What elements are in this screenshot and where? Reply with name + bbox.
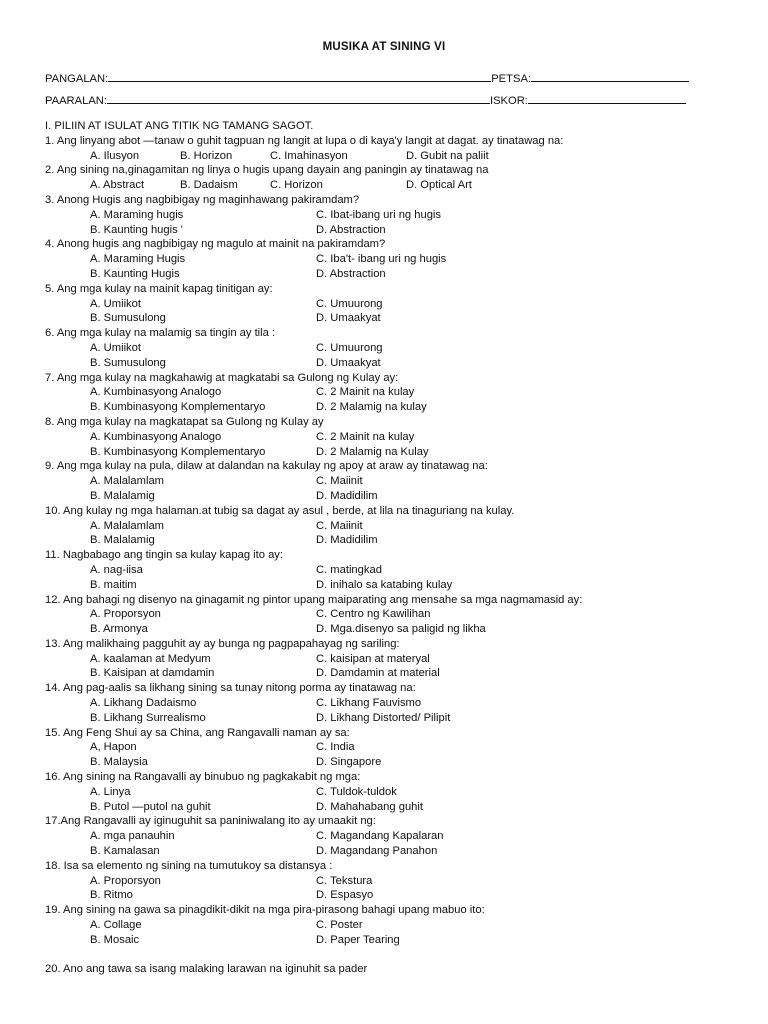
options-grid: [90, 652, 735, 682]
question-4: [45, 237, 735, 281]
answer-option: D. Espasyo: [316, 889, 374, 902]
question-9: [45, 459, 735, 503]
question-1: [45, 134, 735, 164]
answer-option: D. Abstraction: [316, 223, 386, 236]
question-13: [45, 637, 735, 681]
answer-option: C. kaisipan at materyal: [316, 652, 430, 665]
question-text: 16. Ang sining na Rangavalli ay binubuo ng pagkakabit ng mga:: [45, 771, 361, 784]
answer-option: A. Malalamlam: [90, 519, 164, 532]
options-grid: [90, 918, 735, 948]
options-grid: [90, 607, 735, 637]
options-grid: [90, 829, 735, 859]
answer-option: C. India: [316, 741, 355, 754]
answer-option: D. Abstraction: [316, 267, 386, 280]
question-17: [45, 814, 735, 858]
date-blank: [531, 70, 689, 82]
options-grid: [90, 696, 735, 726]
question-text: 15. Ang Feng Shui ay sa China, ang Rangavalli naman ay sa:: [45, 726, 350, 739]
question-text: 6. Ang mga kulay na malamig sa tingin ay tila :: [45, 327, 276, 340]
answer-option: B. maitim: [90, 578, 137, 591]
answer-option: B. Sumusulong: [90, 312, 166, 325]
answer-option: A. Kumbinasyong Analogo: [90, 386, 222, 399]
question-text: 10. Ang kulay ng mga halaman.at tubig sa dagat ay asul , berde, at lila na tinaguriang na kulay.: [45, 504, 515, 517]
answer-option: C. Centro ng Kawilihan: [316, 608, 431, 621]
answer-option: D. Mga.disenyo sa paligid ng likha: [316, 623, 486, 636]
school-blank: [107, 92, 490, 104]
answer-option: B. Kamalasan: [90, 845, 160, 858]
answer-option: D. Optical Art: [406, 179, 472, 192]
answer-option: B. Armonya: [90, 623, 148, 636]
options-grid: [90, 874, 735, 904]
answer-option: A. Kumbinasyong Analogo: [90, 430, 222, 443]
options-grid: [90, 385, 735, 415]
question-text: 2. Ang sining na,ginagamitan ng linya o hugis upang dayain ang paningin ay tinatawag na: [45, 164, 489, 177]
answer-option: C. Ibat-ibang uri ng hugis: [316, 208, 442, 221]
answer-option: C. Likhang Fauvismo: [316, 697, 422, 710]
answer-option: A. Umiikot: [90, 297, 141, 310]
answer-option: C. Imahinasyon: [270, 149, 348, 162]
page-title: MUSIKA AT SINING VI: [322, 41, 446, 53]
question-text: 14. Ang pag-aalis sa likhang sining sa tunay nitong porma ay tinatawag na:: [45, 682, 416, 695]
options-grid: [90, 252, 735, 282]
answer-option: C. Magandang Kapalaran: [316, 830, 444, 843]
question-text: 3. Anong Hugis ang nagbibigay ng maginhawang pakiramdam?: [45, 193, 360, 206]
answer-option: B. Malaysia: [90, 756, 148, 769]
answer-option: A, Hapon: [90, 741, 137, 754]
section-title: I. PILIIN AT ISULAT ANG TITIK NG TAMANG SAGOT.: [45, 120, 314, 132]
question-list: [45, 134, 735, 948]
answer-option: B. Malalamig: [90, 534, 155, 547]
question-text: 7. Ang mga kulay na magkahawig at magkatabi sa Gulong ng Kulay ay:: [45, 371, 399, 384]
question-12: [45, 593, 735, 637]
question-3: [45, 193, 735, 237]
answer-option: B. Ritmo: [90, 889, 133, 902]
question-text: 4. Anong hugis ang nagbibigay ng magulo at mainit na pakiramdam?: [45, 238, 386, 251]
question-15: [45, 726, 735, 770]
answer-option: D. Umaakyat: [316, 356, 381, 369]
answer-option: D. Madidilim: [316, 489, 378, 502]
options-grid: [90, 341, 735, 371]
school-score-row: [45, 92, 705, 109]
answer-option: D. Paper Tearing: [316, 933, 400, 946]
answer-option: D. Damdamin at material: [316, 667, 440, 680]
answer-option: B. Kaunting Hugis: [90, 267, 180, 280]
answer-option: C. Umuurong: [316, 297, 383, 310]
answer-option: D. Likhang Distorted/ Pilipit: [316, 711, 451, 724]
name-label: PANGALAN:: [45, 73, 109, 85]
questions-section: [45, 119, 735, 976]
answer-option: B. Kumbinasyong Komplementaryo: [90, 445, 266, 458]
answer-option: A. Maraming hugis: [90, 208, 184, 221]
options-grid: [90, 785, 735, 815]
answer-option: B. Sumusulong: [90, 356, 166, 369]
answer-option: D. Umaakyat: [316, 312, 381, 325]
answer-option: C. Umuurong: [316, 341, 383, 354]
answer-option: B. Malalamig: [90, 489, 155, 502]
options-grid: [90, 149, 735, 164]
options-grid: [90, 563, 735, 593]
score-blank: [528, 92, 686, 104]
score-label: ISKOR:: [489, 95, 528, 107]
answer-option: D. Magandang Panahon: [316, 845, 438, 858]
answer-option: D. Mahahabang guhit: [316, 800, 423, 813]
answer-option: C. matingkad: [316, 563, 382, 576]
question-text: 9. Ang mga kulay na pula, dilaw at dalandan na kakulay ng apoy at araw ay tinatawag na:: [45, 460, 488, 473]
name-date-row: [45, 70, 705, 87]
question-text: 11. Nagbabago ang tingin sa kulay kapag ito ay:: [45, 549, 284, 562]
question-2: [45, 163, 735, 193]
answer-option: C. Tuldok-tuldok: [316, 785, 397, 798]
answer-option: D. Madidilim: [316, 534, 378, 547]
question-20: 20. Ano ang tawa sa isang malaking larawan na iginuhit sa pader: [45, 962, 368, 975]
question-14: [45, 681, 735, 725]
answer-option: D. 2 Malamig na Kulay: [316, 445, 429, 458]
question-text: 8. Ang mga kulay na magkatapat sa Gulong ng Kulay ay: [45, 415, 324, 428]
answer-option: C. Horizon: [270, 179, 323, 192]
options-grid: [90, 519, 735, 549]
question-text: 17.Ang Rangavalli ay iginuguhit sa paniniwalang ito ay umaakit ng:: [45, 815, 376, 828]
question-19: [45, 903, 735, 947]
answer-option: B. Kaisipan at damdamin: [90, 667, 215, 680]
answer-option: D. 2 Malamig na kulay: [316, 401, 427, 414]
answer-option: A. Likhang Dadaismo: [90, 697, 197, 710]
question-8: [45, 415, 735, 459]
school-label: PAARALAN:: [45, 95, 107, 107]
answer-option: C. 2 Mainit na kulay: [316, 386, 415, 399]
date-label: PETSA:: [491, 73, 532, 85]
options-grid: [90, 178, 735, 193]
options-grid: [90, 208, 735, 238]
answer-option: B. Likhang Surrealismo: [90, 711, 206, 724]
question-18: [45, 859, 735, 903]
question-7: [45, 371, 735, 415]
answer-option: B. Kumbinasyong Komplementaryo: [90, 401, 266, 414]
answer-option: A. kaalaman at Medyum: [90, 652, 211, 665]
answer-option: D. Singapore: [316, 756, 382, 769]
answer-option: B. Mosaic: [90, 933, 140, 946]
question-11: [45, 548, 735, 592]
question-16: [45, 770, 735, 814]
question-5: [45, 282, 735, 326]
answer-option: A. Maraming Hugis: [90, 253, 186, 266]
answer-option: A. nag-iisa: [90, 563, 143, 576]
question-text: 1. Ang linyang abot —tanaw o guhit tagpuan ng langit at lupa o di kaya'y langit at dagat. ay tinatawag na:: [45, 134, 564, 147]
question-text: 18. Isa sa elemento ng sining na tumutukoy sa distansya :: [45, 859, 333, 872]
options-grid: [90, 430, 735, 460]
answer-option: A. Abstract: [90, 179, 145, 192]
question-text: 5. Ang mga kulay na mainit kapag tinitigan ay:: [45, 282, 273, 295]
options-grid: [90, 740, 735, 770]
answer-option: A. Collage: [90, 919, 142, 932]
answer-option: B. Horizon: [180, 149, 233, 162]
answer-option: A. Ilusyon: [90, 149, 140, 162]
answer-option: A. Umiikot: [90, 341, 141, 354]
question-10: [45, 504, 735, 548]
question-6: [45, 326, 735, 370]
question-text: 19. Ang sining na gawa sa pinagdikit-dikit na mga pira-pirasong bahagi upang mabuo ito:: [45, 904, 485, 917]
answer-option: D. Gubit na paliit: [406, 149, 489, 162]
answer-option: C. Maiinit: [316, 475, 363, 488]
answer-option: A. mga panauhin: [90, 830, 175, 843]
options-grid: [90, 474, 735, 504]
answer-option: A. Malalamlam: [90, 475, 164, 488]
answer-option: A. Linya: [90, 785, 131, 798]
answer-option: C. 2 Mainit na kulay: [316, 430, 415, 443]
answer-option: C. Poster: [316, 919, 363, 932]
answer-option: B. Putol —putol na guhit: [90, 800, 211, 813]
answer-option: A. Proporsyon: [90, 874, 161, 887]
answer-option: A. Proporsyon: [90, 608, 161, 621]
answer-option: B. Dadaism: [180, 179, 238, 192]
name-blank: [108, 70, 491, 82]
answer-option: B. Kaunting hugis ': [90, 223, 183, 236]
question-text: 13. Ang malikhaing pagguhit ay ay bunga ng pagpapahayag ng sariling:: [45, 637, 400, 650]
answer-option: C. Maiinit: [316, 519, 363, 532]
answer-option: D. inihalo sa katabing kulay: [316, 578, 453, 591]
answer-option: C. Tekstura: [316, 874, 373, 887]
options-grid: [90, 297, 735, 327]
question-text: 12. Ang bahagi ng disenyo na ginagamit ng pintor upang maiparating ang mensahe sa mga nagmamasid ay:: [45, 593, 583, 606]
answer-option: C. Iba't- ibang uri ng hugis: [316, 253, 447, 266]
